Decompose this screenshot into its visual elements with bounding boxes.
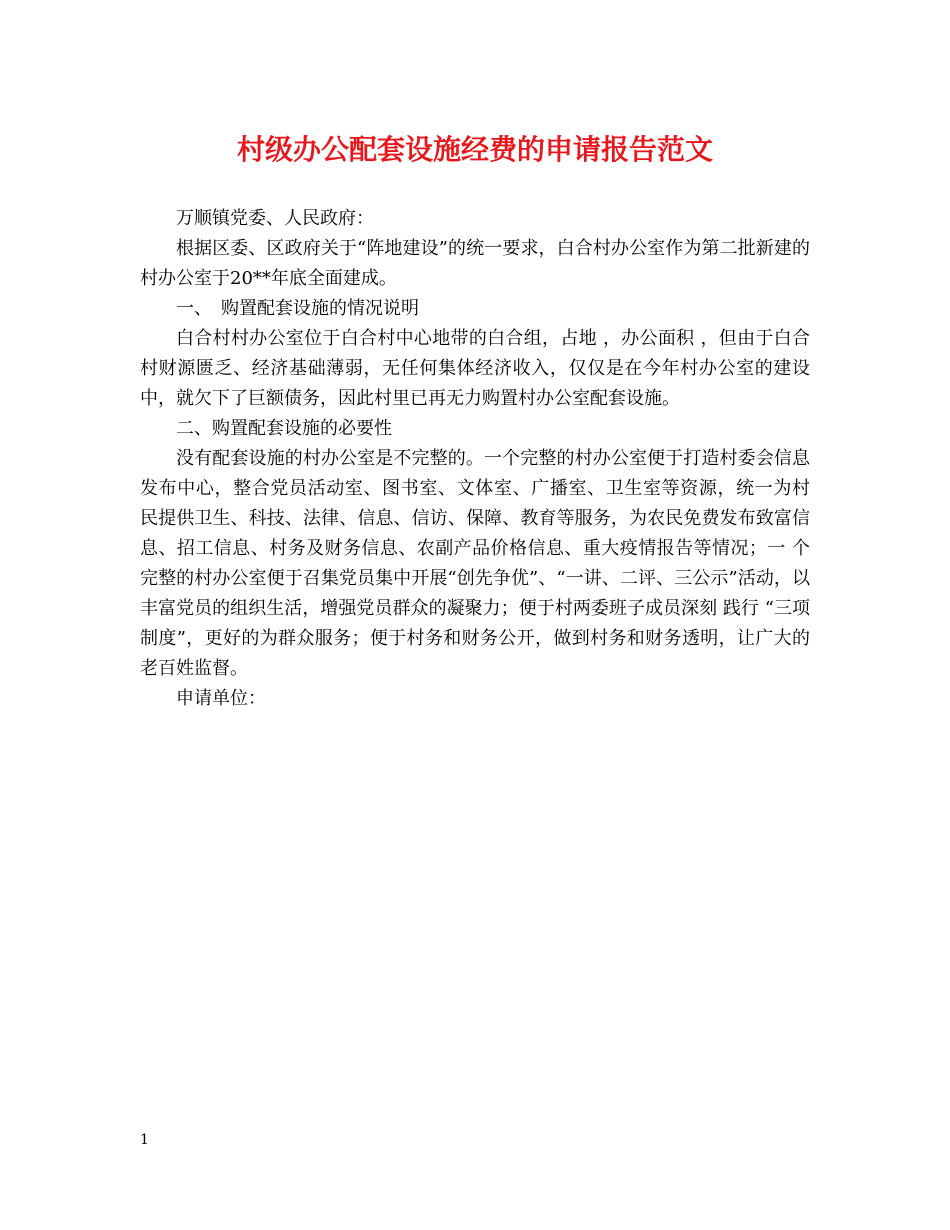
section-heading-1: 一、 购置配套设施的情况说明 <box>176 298 419 319</box>
section-heading-2: 二、购置配套设施的必要性 <box>176 418 392 439</box>
section-1-paragraph: 白合村村办公室位于白合村中心地带的白合组，占地 ，办公面积 ，但由于白合村财源匮乏、经济基础薄弱，无任何集体经济收入，仅仅是在今年村办公室的建设中，就欠下了巨额债务，因此村里已再无力购置村办公室配套设施。 <box>140 328 810 409</box>
salutation: 万顺镇党委、人民政府： <box>176 208 374 229</box>
document-title: 村级办公配套设施经费的申请报告范文 <box>236 133 713 166</box>
section-2-paragraph: 没有配套设施的村办公室是不完整的。一个完整的村办公室便于打造村委会信息发布中心，整合党员活动室、图书室、文体室、广播室、卫生室等资源，统一为村 民提供卫生、科技、法律、信息、信访、保障、教育等服务，为农民免费发布致富信息、招工信息、村务及财务信息、农副产品价格信息、重大疫情报告等情况；一 个完整的村办公室便于召集党员集中开展“创先争优”、“一讲、二评、三公示”活动，以丰富党员的组织生活，增强党员群众的凝聚力；便于村两委班子成员深刻 践行 “三项制度”，更好的为群众服务；便于村务和财务公开，做到村务和财务透明，让广大的老百姓监督。 <box>140 448 810 679</box>
intro-paragraph: 根据区委、区政府关于“阵地建设”的统一要求，白合村办公室作为第二批新建的村办公室于20**年底全面建成。 <box>140 238 810 289</box>
applicant-line: 申请单位： <box>176 688 266 709</box>
document-body <box>140 204 810 714</box>
page-number: 1 <box>140 1132 149 1148</box>
